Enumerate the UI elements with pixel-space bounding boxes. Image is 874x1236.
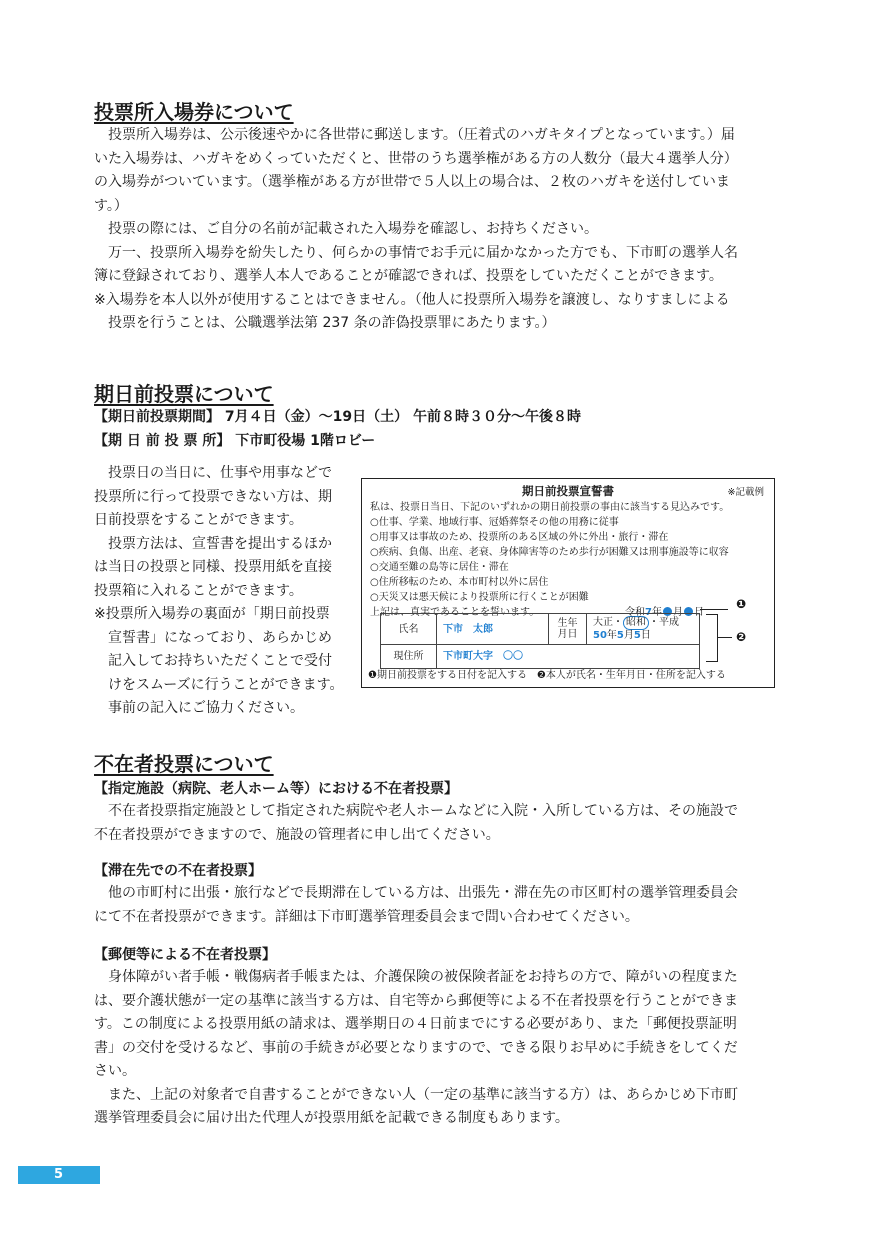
form-footer: ❶期日前投票をする日付を記入する ❷本人が氏名・生年月日・住所を記入する xyxy=(368,670,726,681)
text-line: す。この制度による投票用紙の請求は、選挙期日の４日前までにする必要があり、また「郵便投票証明 xyxy=(94,1016,737,1032)
name-value: 下市 太郎 xyxy=(437,614,549,645)
note-line: ※入場券を本人以外が使用することはできません。（他人に投票所入場券を譲渡し、なりすましによる xyxy=(94,291,730,308)
note-line: ※投票所入場券の裏面が「期日前投票 xyxy=(94,606,330,622)
form-line: ○天災又は悪天候により投票所に行くことが困難 xyxy=(370,592,589,603)
marker-1: ❶ xyxy=(736,597,747,611)
form-oath: 上記は、真実であることを誓います。 xyxy=(370,607,540,618)
text-line: 投票箱に入れることができます。 xyxy=(94,582,303,599)
subheading-postal: 【郵便等による不在者投票】 xyxy=(94,947,276,963)
heading-entry-ticket: 投票所入場券について xyxy=(94,100,294,124)
text-line: 投票の際には、ご自分の名前が記載された入場券を確認し、お持ちください。 xyxy=(108,221,598,237)
text-line: 簿に登録されており、選挙人本人であることが確認できれば、投票をしていただくことができます。 xyxy=(94,268,723,284)
form-person-table xyxy=(380,613,700,669)
note-line: 宣誓書」になっており、あらかじめ xyxy=(108,629,332,646)
note-line: 投票を行うことは、公職選挙法第 237 条の詐偽投票罪にあたります。） xyxy=(108,315,556,331)
marker2-bracket xyxy=(706,614,718,662)
form-line: ○住所移転のため、本市町村以外に居住 xyxy=(370,577,549,588)
address-label: 現住所 xyxy=(381,645,437,669)
subheading-facility: 【指定施設（病院、老人ホーム等）における不在者投票】 xyxy=(94,781,458,797)
form-line: ○用事又は事故のため、投票所のある区域の外に外出・旅行・滞在 xyxy=(370,532,669,543)
early-voting-period: 【期日前投票期間】 7月４日（金）～19日（土） 午前８時３０分～午後８時 xyxy=(94,409,581,425)
text-line: にて不在者投票ができます。詳細は下市町選挙管理委員会まで問い合わせてください。 xyxy=(94,908,639,925)
text-line: は当日の投票と同様、投票用紙を直接 xyxy=(94,559,332,575)
form-line: ○仕事、学業、地域行事、冠婚葬祭その他の用務に従事 xyxy=(370,517,619,528)
text-line: は、要介護状態が一定の基準に該当する方は、自宅等から郵便等による不在者投票を行うことができま xyxy=(94,992,738,1009)
text-line: 投票所に行って投票できない方は、期 xyxy=(94,488,332,505)
marker1-leader xyxy=(700,600,728,610)
marker2-leader xyxy=(718,637,732,638)
note-line: 記入してお持ちいただくことで受付 xyxy=(108,653,332,669)
form-line: ○疾病、負傷、出産、老衰、身体障害等のため歩行が困難又は刑事施設等に収容 xyxy=(370,547,729,558)
text-line: いた入場券は、ハガキをめくっていただくと、世帯のうち選挙権がある方の人数分（最大４選挙人分） xyxy=(94,150,738,167)
heading-absentee-voting: 不在者投票について xyxy=(94,752,274,776)
text-line: 選挙管理委員会に届け出た代理人が投票用紙を記載できる制度もあります。 xyxy=(94,1110,569,1126)
text-line: 身体障がい者手帳・戦傷病者手帳または、介護保険の被保険者証をお持ちの方で、障がいの程度また xyxy=(108,969,738,985)
form-line: ○交通至難の島等に居住・滞在 xyxy=(370,562,509,573)
form-date: 令和7年 月 日 xyxy=(625,607,704,618)
stay-text xyxy=(94,882,794,929)
text-line: 投票方法は、宣誓書を提出するほか xyxy=(108,535,332,552)
marker-2: ❷ xyxy=(736,630,747,644)
text-line: 他の市町村に出張・旅行などで長期滞在している方は、出張先・滞在先の市区町村の選挙管理委員会 xyxy=(108,885,738,901)
text-line: の入場券がついています。（選挙権がある方が世帯で５人以上の場合は、２枚のハガキを送付していま xyxy=(94,174,730,190)
text-line: 投票所入場券は、公示後速やかに各世帯に郵送します。（圧着式のハガキタイプとなっています。）届 xyxy=(108,127,735,143)
note-line: けをスムーズに行うことができます。 xyxy=(108,676,344,693)
birth-label: 生年月日 xyxy=(549,614,587,645)
note-line: 事前の記入にご協力ください。 xyxy=(108,700,304,716)
era-circled: 昭和 xyxy=(623,616,649,630)
name-label: 氏名 xyxy=(381,614,437,645)
text-line: 書」の交付を受けるなど、事前の手続きが必要となりますので、できる限りお早めに手続きをしてくだ xyxy=(94,1039,738,1056)
text-line: 不在者投票ができますので、施設の管理者に申し出てください。 xyxy=(94,826,500,843)
form-title: 期日前投票宣誓書 xyxy=(522,484,614,498)
form-example-tag: ※記載例 xyxy=(727,487,764,498)
early-voting-place: 【期 日 前 投 票 所】 下市町役場 1階ロビー xyxy=(94,433,376,449)
facility-text xyxy=(94,800,794,847)
page-number: 5 xyxy=(18,1166,100,1184)
entry-ticket-text xyxy=(94,124,794,336)
text-line: 日前投票をすることができます。 xyxy=(94,512,303,528)
postal-text xyxy=(94,966,794,1131)
address-value: 下市町大字 〇〇 xyxy=(437,645,700,669)
text-line: 投票日の当日に、仕事や用事などで xyxy=(108,465,332,481)
heading-early-voting: 期日前投票について xyxy=(94,382,274,406)
text-line: さい。 xyxy=(94,1063,136,1079)
early-voting-text xyxy=(94,462,356,721)
form-line: 私は、投票日当日、下記のいずれかの期日前投票の事由に該当する見込みです。 xyxy=(370,502,730,513)
text-line: また、上記の対象者で自書することができない人（一定の基準に該当する方）は、あらかじめ下市町 xyxy=(108,1086,738,1103)
subheading-stay: 【滞在先での不在者投票】 xyxy=(94,863,262,879)
text-line: 万一、投票所入場券を紛失したり、何らかの事情でお手元に届かなかった方でも、下市町の選挙人名 xyxy=(108,244,738,261)
text-line: す。） xyxy=(94,197,128,214)
birth-value: 大正・ 昭和 ・平成 50年5月5日 xyxy=(587,614,700,645)
text-line: 不在者投票指定施設として指定された病院や老人ホームなどに入院・入所している方は、その施設で xyxy=(108,803,738,819)
